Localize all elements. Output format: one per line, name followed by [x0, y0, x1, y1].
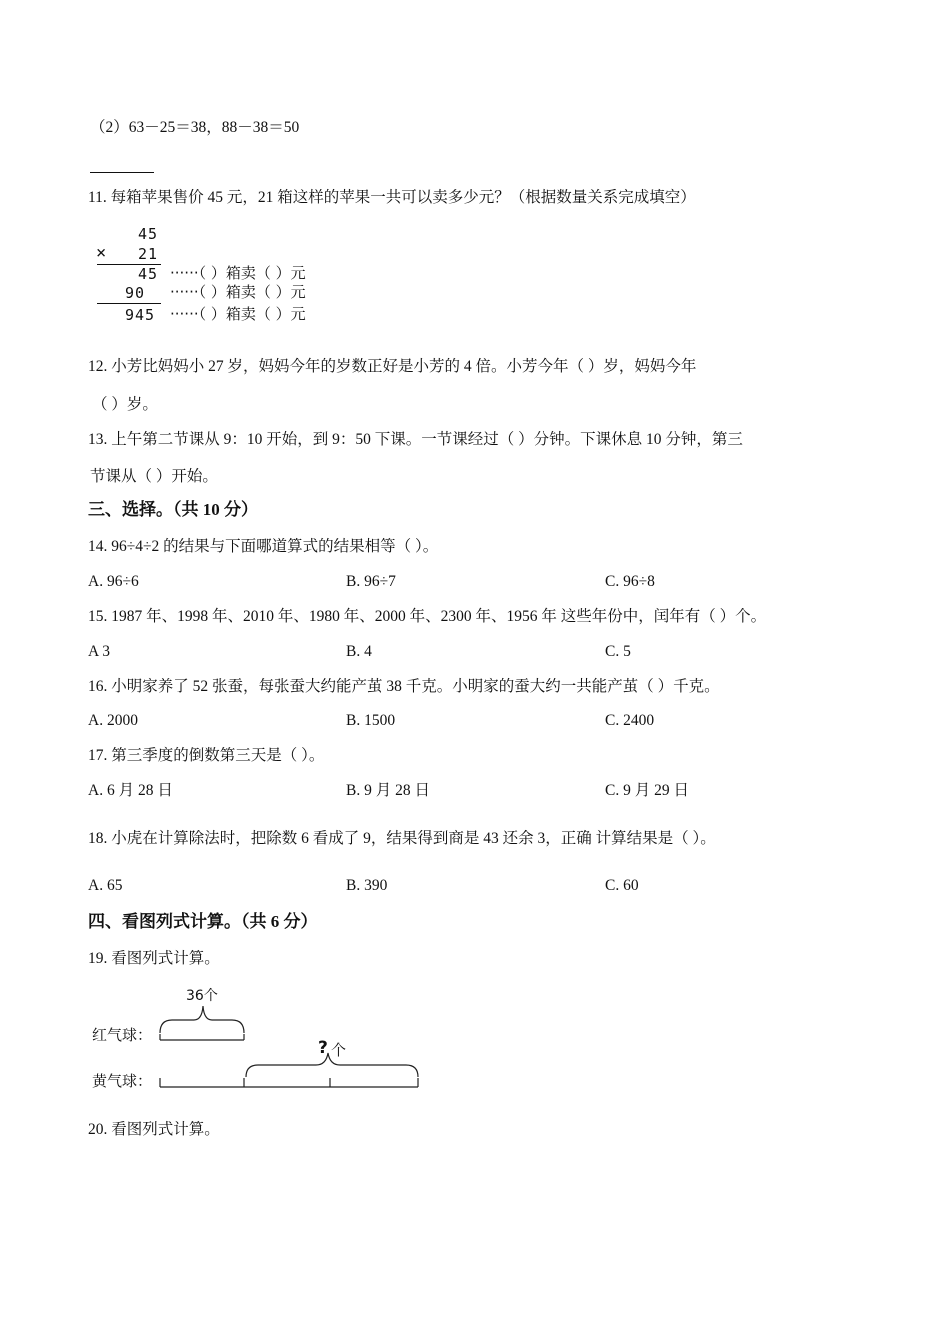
q16-option-b: B. 1500: [346, 712, 396, 729]
section-3-heading: 三、选择。（共 10 分）: [88, 500, 258, 519]
q20-text: 20. 看图列式计算。: [88, 1121, 220, 1138]
red-brace: [160, 1006, 244, 1033]
multiplicand: 45: [138, 225, 159, 243]
question-unit: 个: [331, 1041, 347, 1059]
q14-option-a: A. 96÷6: [88, 573, 139, 590]
q17-text: 17. 第三季度的倒数第三天是（ ）。: [88, 747, 325, 764]
q13-line2: 节课从（ ）开始。: [90, 468, 218, 485]
q17-option-b: B. 9 月 28 日: [346, 782, 430, 799]
q18-option-b: B. 390: [346, 877, 388, 894]
red-balloon-label: 红气球：: [92, 1026, 153, 1044]
yellow-balloon-label: 黄气球：: [92, 1072, 153, 1090]
fill-blank-row-2: ······（ ）箱卖（ ）元: [170, 283, 306, 301]
q12-line1: 12. 小芳比妈妈小 27 岁，妈妈今年的岁数正好是小芳的 4 倍。小芳今年（ ）岁，妈妈今年: [88, 358, 697, 375]
q17-option-c: C. 9 月 29 日: [605, 782, 689, 799]
q15-option-c: C. 5: [605, 643, 631, 660]
partial-product-1: 45: [138, 265, 159, 283]
fill-blank-row-1: ······（ ）箱卖（ ）元: [170, 264, 306, 282]
partial-product-2: 90: [125, 284, 146, 302]
q18-option-c: C. 60: [605, 877, 639, 894]
q18-option-a: A. 65: [88, 877, 123, 894]
red-count-label: 36个: [186, 988, 218, 1004]
fill-blank-row-3: ······（ ）箱卖（ ）元: [170, 305, 306, 323]
q13-line1: 13. 上午第二节课从 9：10 开始，到 9：50 下课。一节课经过（ ）分钟。下课休息 10 分钟，第三: [88, 431, 743, 448]
q15-option-a: A 3: [88, 643, 110, 660]
q16-option-c: C. 2400: [605, 712, 655, 729]
q18-text: 18. 小虎在计算除法时，把除数 6 看成了 9，结果得到商是 43 还余 3，正确 计算结果是（ ）。: [88, 830, 716, 847]
q10-part2-text: （2）63－25＝38，88－38＝50: [90, 119, 300, 136]
product: 945: [125, 306, 156, 324]
q14-option-c: C. 96÷8: [605, 573, 655, 590]
q11-text: 11. 每箱苹果售价 45 元，21 箱这样的苹果一共可以卖多少元？（根据数量关系完成填空）: [88, 189, 696, 206]
section-4-heading: 四、看图列式计算。（共 6 分）: [88, 912, 318, 931]
times-sign: ×: [96, 243, 108, 263]
q14-text: 14. 96÷4÷2 的结果与下面哪道算式的结果相等（ ）。: [88, 538, 439, 555]
q16-text: 16. 小明家养了 52 张蚕，每张蚕大约能产茧 38 千克。小明家的蚕大约一共能产茧（ ）千克。: [88, 678, 720, 695]
q19-text: 19. 看图列式计算。: [88, 950, 220, 967]
q12-line2: （ ）岁。: [92, 396, 158, 413]
yellow-brace: [246, 1053, 418, 1077]
question-mark: ?: [318, 1038, 328, 1058]
q16-option-a: A. 2000: [88, 712, 138, 729]
q17-option-a: A. 6 月 28 日: [88, 782, 173, 799]
q14-option-b: B. 96÷7: [346, 573, 396, 590]
q15-option-b: B. 4: [346, 643, 372, 660]
q15-text: 15. 1987 年、1998 年、2010 年、1980 年、2000 年、2300 年、1956 年 这些年份中，闰年有（ ）个。: [88, 608, 767, 625]
multiplier: 21: [138, 245, 159, 263]
